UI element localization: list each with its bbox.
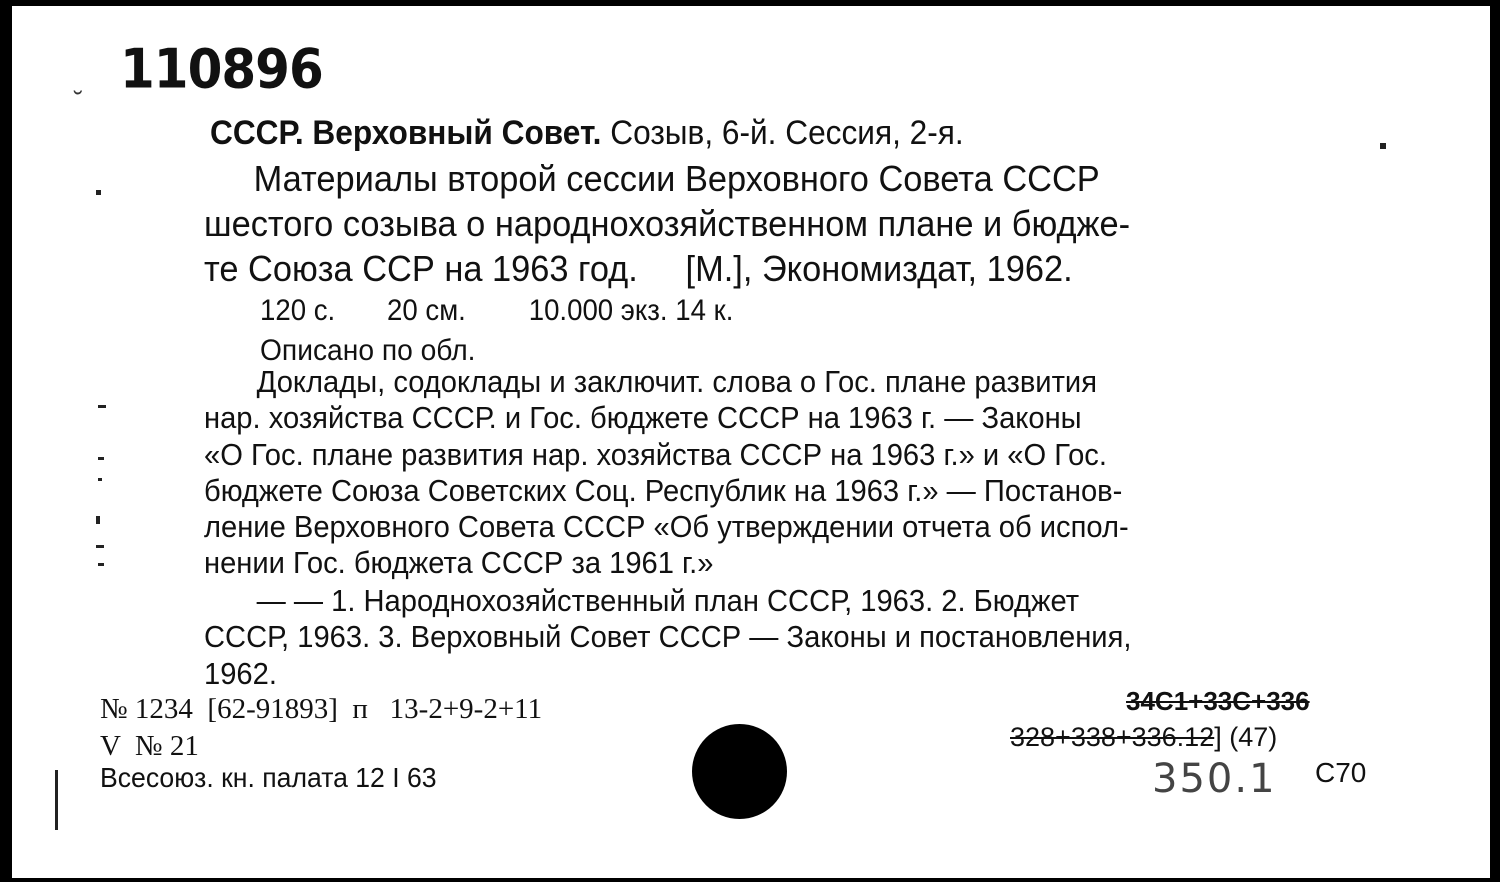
- volume-number: V № 21: [100, 730, 199, 762]
- order-number: № 1234 [62-91893] п 13-2+9-2+11: [100, 693, 543, 725]
- note-line: бюджете Союза Советских Соц. Республик на 1963 г.» — Постанов-: [204, 472, 1123, 508]
- handwritten-class: 350.1: [1152, 756, 1277, 802]
- title-line: Материалы второй сессии Верховного Совета СССР: [253, 158, 1100, 199]
- collation-copies: 10.000 экз. 14 к.: [528, 294, 734, 327]
- note-line: ление Верховного Совета СССР «Об утверждении отчета об испол-: [204, 509, 1129, 545]
- heading-session: Созыв, 6-й. Сессия, 2-я.: [610, 114, 964, 152]
- title-line: те Союза ССР на 1963 год. [М.], Экономиздат, 1962.: [204, 248, 1073, 289]
- note-line: нар. хозяйства СССР. и Гос. бюджете СССР на 1963 г. — Законы: [204, 400, 1082, 436]
- punch-hole: [692, 724, 787, 819]
- scan-mark: [96, 190, 101, 195]
- subject-line: 1962.: [204, 655, 277, 691]
- subject-headings: [204, 583, 1372, 692]
- note-line: нении Гос. бюджета СССР за 1961 г.»: [204, 545, 714, 581]
- scan-mark: [98, 478, 102, 481]
- scan-mark: [1380, 143, 1386, 149]
- collation: [260, 294, 733, 328]
- classification-struck: 34С1+33С+336: [1126, 686, 1310, 716]
- scan-mark: [98, 457, 104, 460]
- note-line: «О Гос. плане развития нар. хозяйства СССР на 1963 г.» и «О Гос.: [204, 436, 1107, 472]
- collation-size: 20 см.: [387, 294, 466, 327]
- classification-line: [1010, 722, 1277, 753]
- scan-mark: [98, 405, 106, 408]
- classification-struck-2: 328+338+336.12: [1010, 722, 1215, 752]
- scan-mark: [98, 563, 104, 566]
- margin-line: [55, 770, 58, 830]
- contents-note: [204, 364, 1372, 582]
- subject-line: СССР, 1963. 3. Верховный Совет СССР — Законы и постановления,: [204, 619, 1132, 655]
- scan-mark: [96, 545, 104, 548]
- scan-mark: [96, 516, 100, 524]
- subject-line: — — 1. Народнохозяйственный план СССР, 1963. 2. Бюджет: [256, 583, 1080, 618]
- inventory-number: 110896: [120, 38, 323, 101]
- classification-rest: ] (47): [1214, 722, 1278, 752]
- handwritten-mark: ˘: [74, 86, 83, 116]
- chamber-stamp: Всесоюз. кн. палата 12 I 63: [100, 762, 437, 793]
- title-line: шестого созыва о народнохозяйственном плане и бюдже-: [204, 203, 1131, 244]
- card-heading: [210, 112, 964, 154]
- title-statement: [204, 156, 1371, 291]
- description-note: Описано по обл.: [260, 334, 476, 367]
- note-line: Доклады, содоклады и заключит. слова о Гос. плане развития: [256, 364, 1097, 399]
- heading-corporate-author: СССР. Верховный Совет.: [210, 114, 602, 152]
- collation-pages: 120 с.: [260, 294, 336, 327]
- author-code: С70: [1315, 757, 1367, 788]
